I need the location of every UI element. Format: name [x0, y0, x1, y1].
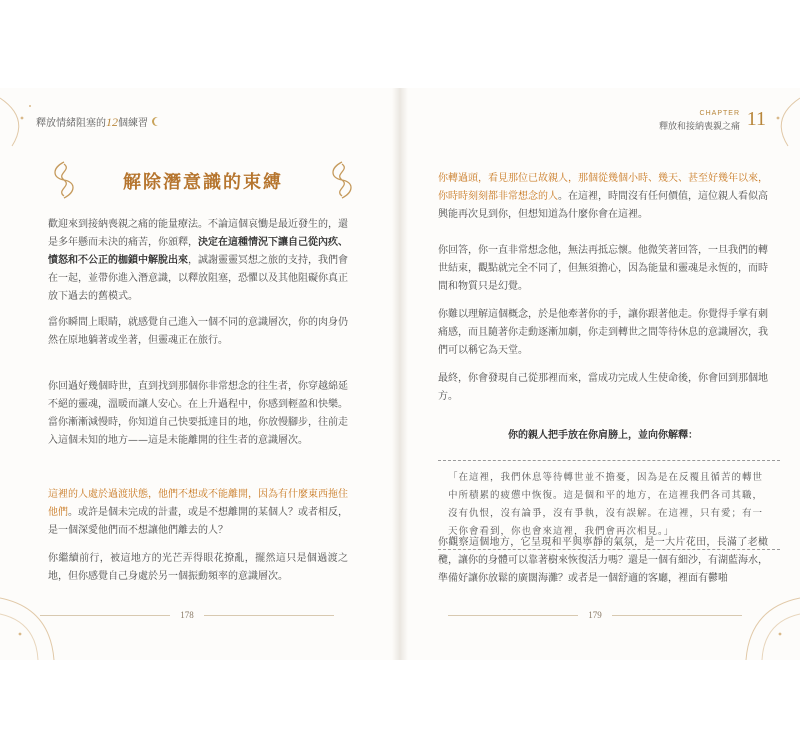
- chapter-label: CHAPTER: [699, 110, 740, 117]
- right-page: [408, 88, 800, 660]
- page-number: 178: [180, 610, 194, 620]
- quote-block: 「在這裡，我們休息等待轉世並不擔憂，因為是在反覆且循苦的轉世中所積累的疲憊中恢復。這是個和平的地方，在這裡我們各司其職，沒有仇恨，沒有論爭，沒有爭執，沒有誤解。在這裡，只有愛；有一天你會看到，你也會來這裡，我們會再次相見。」: [438, 460, 780, 550]
- paragraph: 你轉過頭，看見那位已故親人，那個從幾個小時、幾天、甚至好幾年以來，你時時刻刻都非常想念的人。在這裡，時間沒有任何價值，這位親人看似高興能再次見到你，但想知道為什麼你會在這裡。: [438, 173, 768, 220]
- page-number: 179: [588, 610, 602, 620]
- paragraph: 你繼續前行，被這地方的光芒弄得眼花撩亂，擺然這只是個過渡之地，但你感覺自己身處於另一個振動頻率的意識層次。: [48, 553, 348, 582]
- chapter-title: 釋放和接納喪親之痛: [658, 122, 740, 132]
- paragraph: 你難以理解這個概念，於是他牽著你的手，讓你跟著他走。你覺得手掌有刺痛感，而且隨著你走動逐漸加劇，你走到轉世之間等待休息的意識層次，我們可以稱它為天堂。: [438, 309, 768, 356]
- paragraph: 當你瞬間上眼睛，就感覺自己進入一個不同的意識層次，你的肉身仍然在原地躺著或坐著，但靈魂正在旅行。: [48, 317, 348, 346]
- header-text-end: 個練習: [118, 118, 148, 129]
- corner-flourish-icon: [760, 88, 800, 148]
- corner-flourish-icon: [0, 88, 40, 148]
- header-text: 釋放情緒阻塞的: [36, 118, 106, 129]
- paragraph: 你回過好幾個時世，直到找到那個你非常想念的往生者，你穿越綿延不絕的靈魂，溫暖而讓人安心。在上升過程中，你感到輕盈和快樂。當你漸漸減慢時，你知道自己快要抵達目的地，你放慢腳步，往前走入這個未知的地方——這是未能離開的往生者的意識層次。: [48, 381, 348, 446]
- corner-flourish-icon: [0, 588, 60, 660]
- left-page: [0, 88, 392, 660]
- header-number: 12: [106, 115, 118, 129]
- chapter-number: 11: [746, 108, 766, 130]
- chapter-section-title: 解除潛意識的束縛: [123, 172, 283, 193]
- moon-icon: [154, 117, 163, 126]
- page-footer: [448, 610, 758, 620]
- page-footer: [40, 610, 350, 620]
- book-spread: [0, 88, 800, 660]
- ornament-swirl-icon: [326, 160, 358, 200]
- paragraph: 你回答，你一直非常想念他，無法再抵忘懷。他微笑著回答，一旦我們的轉世結束，觀點就完全不同了，但無須擔心，因為能量和靈魂是永恆的，而時間和物質只是幻覺。: [438, 245, 768, 292]
- running-header: [36, 114, 159, 130]
- chapter-header: [658, 108, 766, 132]
- paragraph: 最終，你會發現自己從那裡而來，當成功完成人生使命後，你會回到那個地方。: [438, 373, 768, 402]
- book-gutter: [392, 88, 408, 660]
- corner-flourish-icon: [740, 588, 800, 660]
- paragraph: 這裡的人處於過渡狀態，他們不想或不能離開，因為有什麼東西拖住他們。或許是個未完成的計畫，或是不想離開的某個人？或者相反，是一個深愛他們而不想讓他們離去的人？: [48, 489, 348, 536]
- paragraph: 你觀察這個地方，它呈現和平與寧靜的氣氛，是一大片花田，長滿了老橄欖，讓你的身體可以靠著樹來恢復活力嗎？還是一個有細沙，有湖藍海水，準備好讓你放鬆的廣闊海灘？或者是一個舒適的客廳，裡面有鬱啪: [438, 537, 768, 584]
- paragraph: 歡迎來到接納喪親之痛的能量療法。不論這個哀慟是最近發生的，還是多年懸而未決的痛苦，你頒釋，決定在這種情況下讓自己從內疚、憤怒和不公正的枷鎖中解脫出來，誠謝靈靈冥想之旅的支持，我們會在一起，並帶你進入潛意識，以釋放阻塞，恐懼以及其他阻礙你真正放下過去的舊模式。: [48, 219, 348, 302]
- title-row: [48, 160, 358, 200]
- section-lead: 你的親人把手放在你肩膀上，並向你解釋：: [508, 430, 698, 441]
